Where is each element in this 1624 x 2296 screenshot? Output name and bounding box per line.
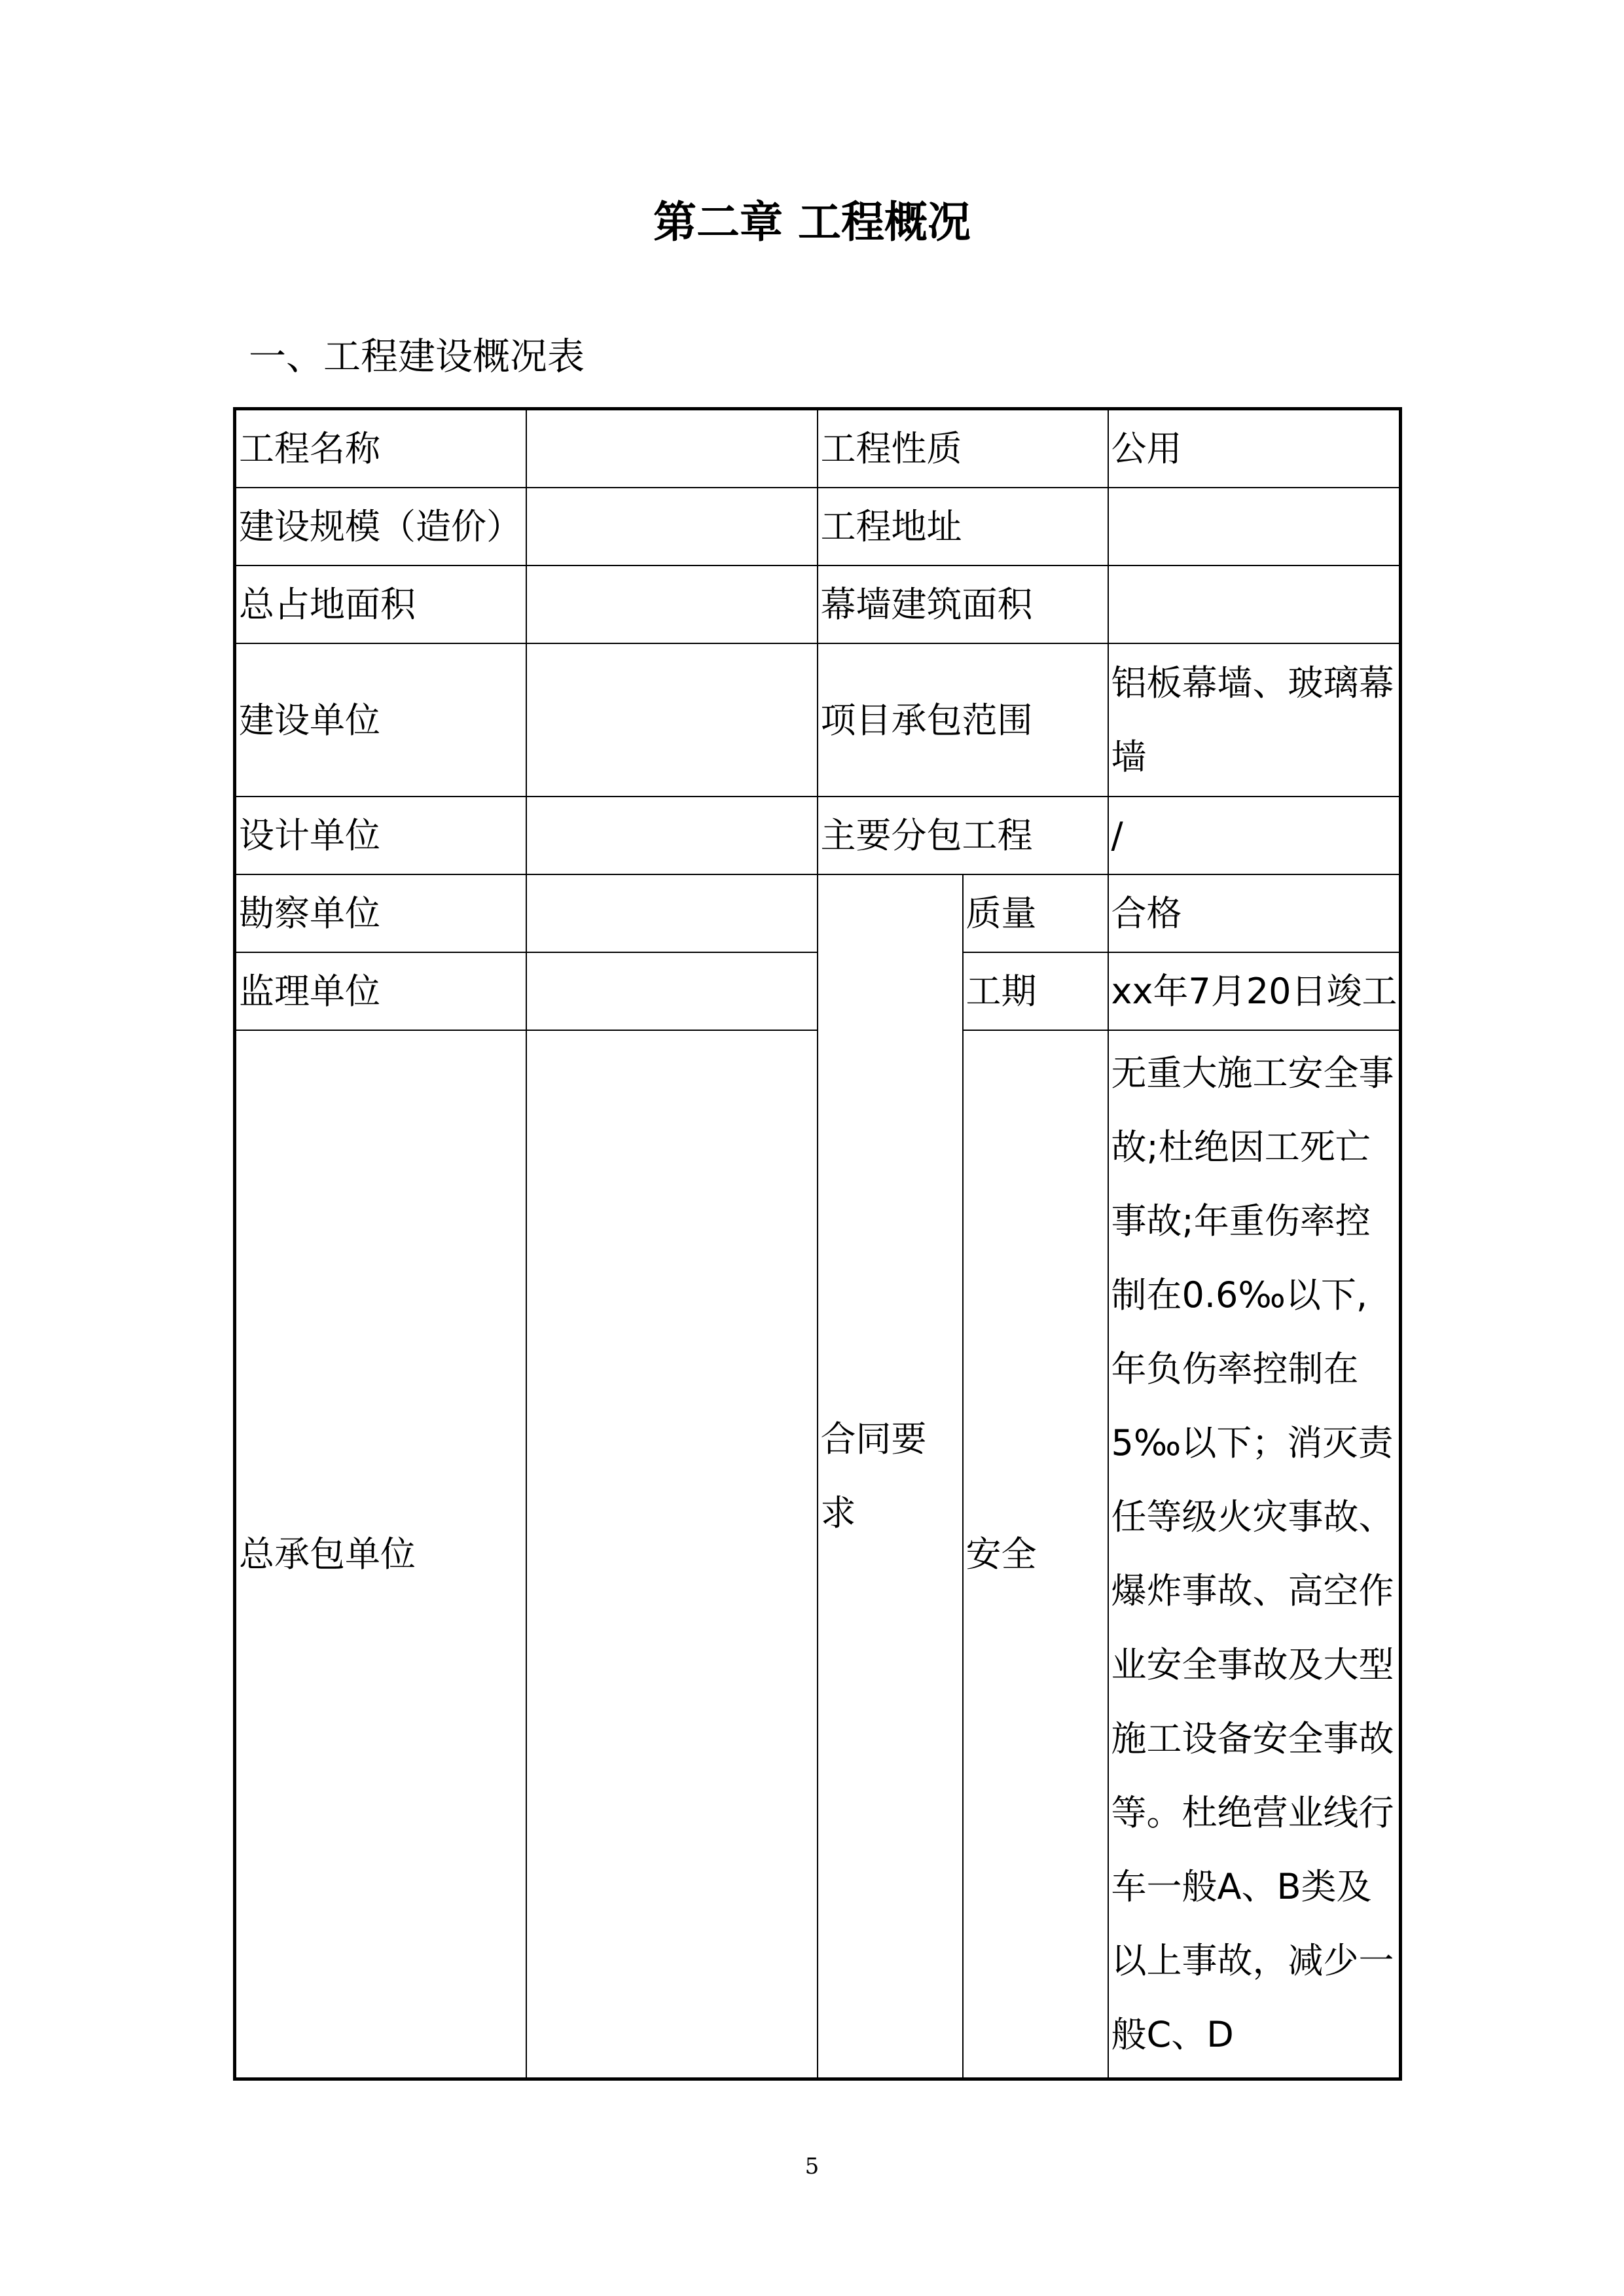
table-row [235,643,1401,797]
land-area-value [526,565,818,643]
chapter-title: 第二章 工程概况 [653,197,971,247]
supervisor-label: 监理单位 [235,952,526,1030]
table-row [235,488,1401,565]
page-number: 5 [804,2153,820,2179]
scope-label: 项目承包范围 [818,643,1108,797]
quality-label: 质量 [963,874,1108,952]
schedule-value: xx年7月20日竣工 [1108,952,1401,1030]
curtain-area-label: 幕墙建筑面积 [818,565,1108,643]
owner-value [526,643,818,797]
address-label: 工程地址 [818,488,1108,565]
subcontract-value: / [1108,797,1401,874]
scale-label: 建设规模（造价） [235,488,526,565]
survey-value [526,874,818,952]
land-area-label: 总占地面积 [235,565,526,643]
project-overview-table [233,407,1402,2081]
project-name-value [526,409,818,488]
table-row [235,874,1401,952]
section-title: 一、工程建设概况表 [249,335,585,378]
curtain-area-value [1108,565,1401,643]
project-name-label: 工程名称 [235,409,526,488]
scale-value [526,488,818,565]
scope-value: 铝板幕墙、玻璃幕墙 [1108,643,1401,797]
table-row [235,565,1401,643]
table-row [235,797,1401,874]
supervisor-value [526,952,818,1030]
safety-label: 安全 [963,1030,1108,2079]
designer-value [526,797,818,874]
general-contractor-label: 总承包单位 [235,1030,526,2079]
owner-label: 建设单位 [235,643,526,797]
quality-value: 合格 [1108,874,1401,952]
contract-label: 合同要求 [818,874,963,2079]
nature-label: 工程性质 [818,409,1108,488]
designer-label: 设计单位 [235,797,526,874]
general-contractor-value [526,1030,818,2079]
safety-value: 无重大施工安全事故;杜绝因工死亡事故;年重伤率控制在0.6‰以下,年负伤率控制在5‰以下；消灭责任等级火灾事故、爆炸事故、高空作业安全事故及大型施工设备安全事故等。杜绝营业线行车一般A、B类及以上事故，减少一般C、D [1108,1030,1401,2079]
schedule-label: 工期 [963,952,1108,1030]
survey-label: 勘察单位 [235,874,526,952]
table-row [235,409,1401,488]
address-value [1108,488,1401,565]
nature-value: 公用 [1108,409,1401,488]
subcontract-label: 主要分包工程 [818,797,1108,874]
